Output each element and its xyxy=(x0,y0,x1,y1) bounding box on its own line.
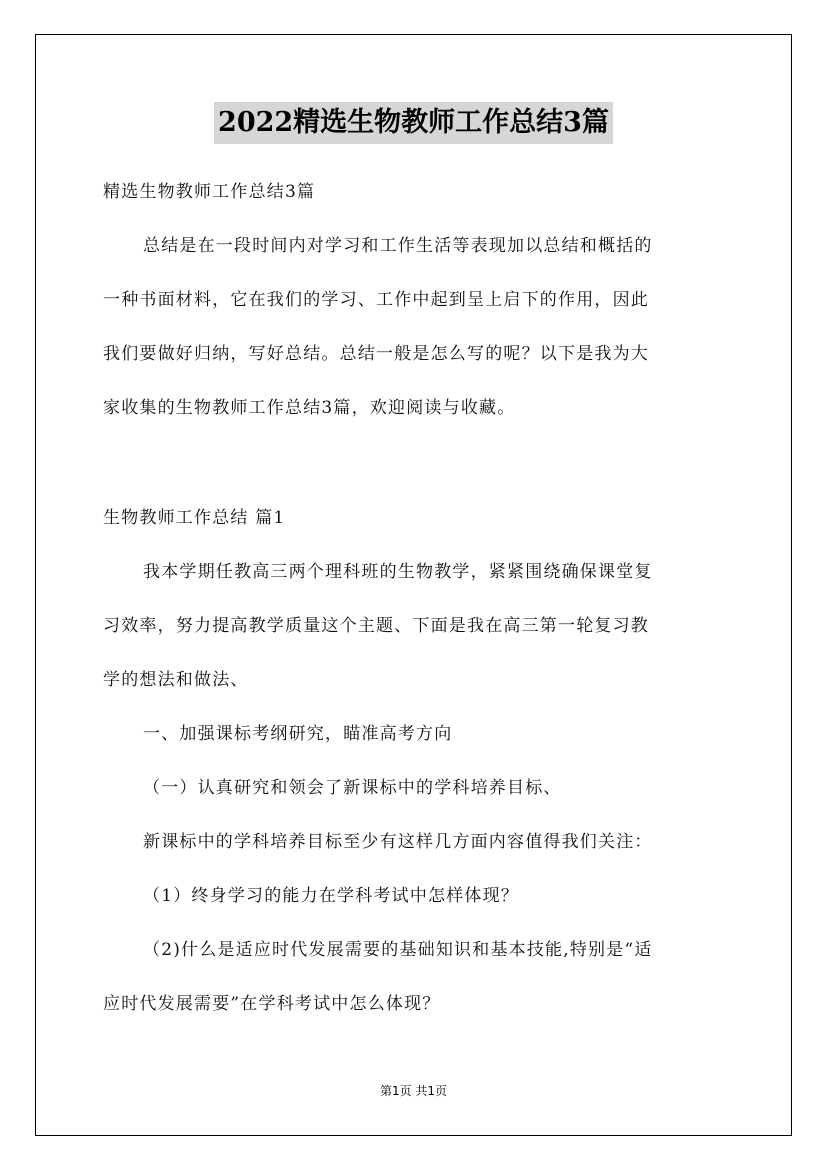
section-heading: 生物教师工作总结 篇1 xyxy=(103,508,286,528)
item-4-paragraph xyxy=(103,869,728,923)
section-line-3: 学的想法和做法、 xyxy=(103,670,249,690)
section-heading-paragraph xyxy=(103,491,728,545)
document-title: 2022精选生物教师工作总结3篇 xyxy=(214,102,613,144)
subtitle-paragraph xyxy=(103,165,728,219)
section-line-2: 习效率，努力提高教学质量这个主题、下面是我在高三第一轮复习教 xyxy=(103,616,649,636)
section-paragraph xyxy=(103,545,728,707)
intro-line-3: 我们要做好归纳，写好总结。总结一般是怎么写的呢？以下是我为大 xyxy=(103,344,649,364)
item-1-paragraph xyxy=(103,707,728,761)
item-5-line-1: （2)什么是适应时代发展需要的基础知识和基本技能,特别是“适 xyxy=(143,940,653,960)
item-5-line-2: 应时代发展需要”在学科考试中怎么体现？ xyxy=(103,994,441,1014)
intro-line-2: 一种书面材料，它在我们的学习、工作中起到呈上启下的作用，因此 xyxy=(103,290,649,310)
subtitle-line: 精选生物教师工作总结3篇 xyxy=(103,182,316,202)
intro-line-1: 总结是在一段时间内对学习和工作生活等表现加以总结和概括的 xyxy=(143,236,653,256)
item-3-paragraph xyxy=(103,815,728,869)
item-1-line: 一、加强课标考纲研究，瞄准高考方向 xyxy=(143,724,453,744)
page-footer: 第1页 共1页 xyxy=(379,1084,448,1098)
item-2-line: （一）认真研究和领会了新课标中的学科培养目标、 xyxy=(143,778,562,798)
item-5-paragraph xyxy=(103,923,728,1031)
intro-line-4: 家收集的生物教师工作总结3篇，欢迎阅读与收藏。 xyxy=(103,398,516,418)
intro-paragraph xyxy=(103,219,728,435)
item-3-line: 新课标中的学科培养目标至少有这样几方面内容值得我们关注： xyxy=(143,832,653,852)
title-container xyxy=(0,102,827,144)
section-line-1: 我本学期任教高三两个理科班的生物教学，紧紧围绕确保课堂复 xyxy=(143,562,653,582)
item-2-paragraph xyxy=(103,761,728,815)
item-4-line: （1）终身学习的能力在学科考试中怎样体现？ xyxy=(143,886,520,906)
